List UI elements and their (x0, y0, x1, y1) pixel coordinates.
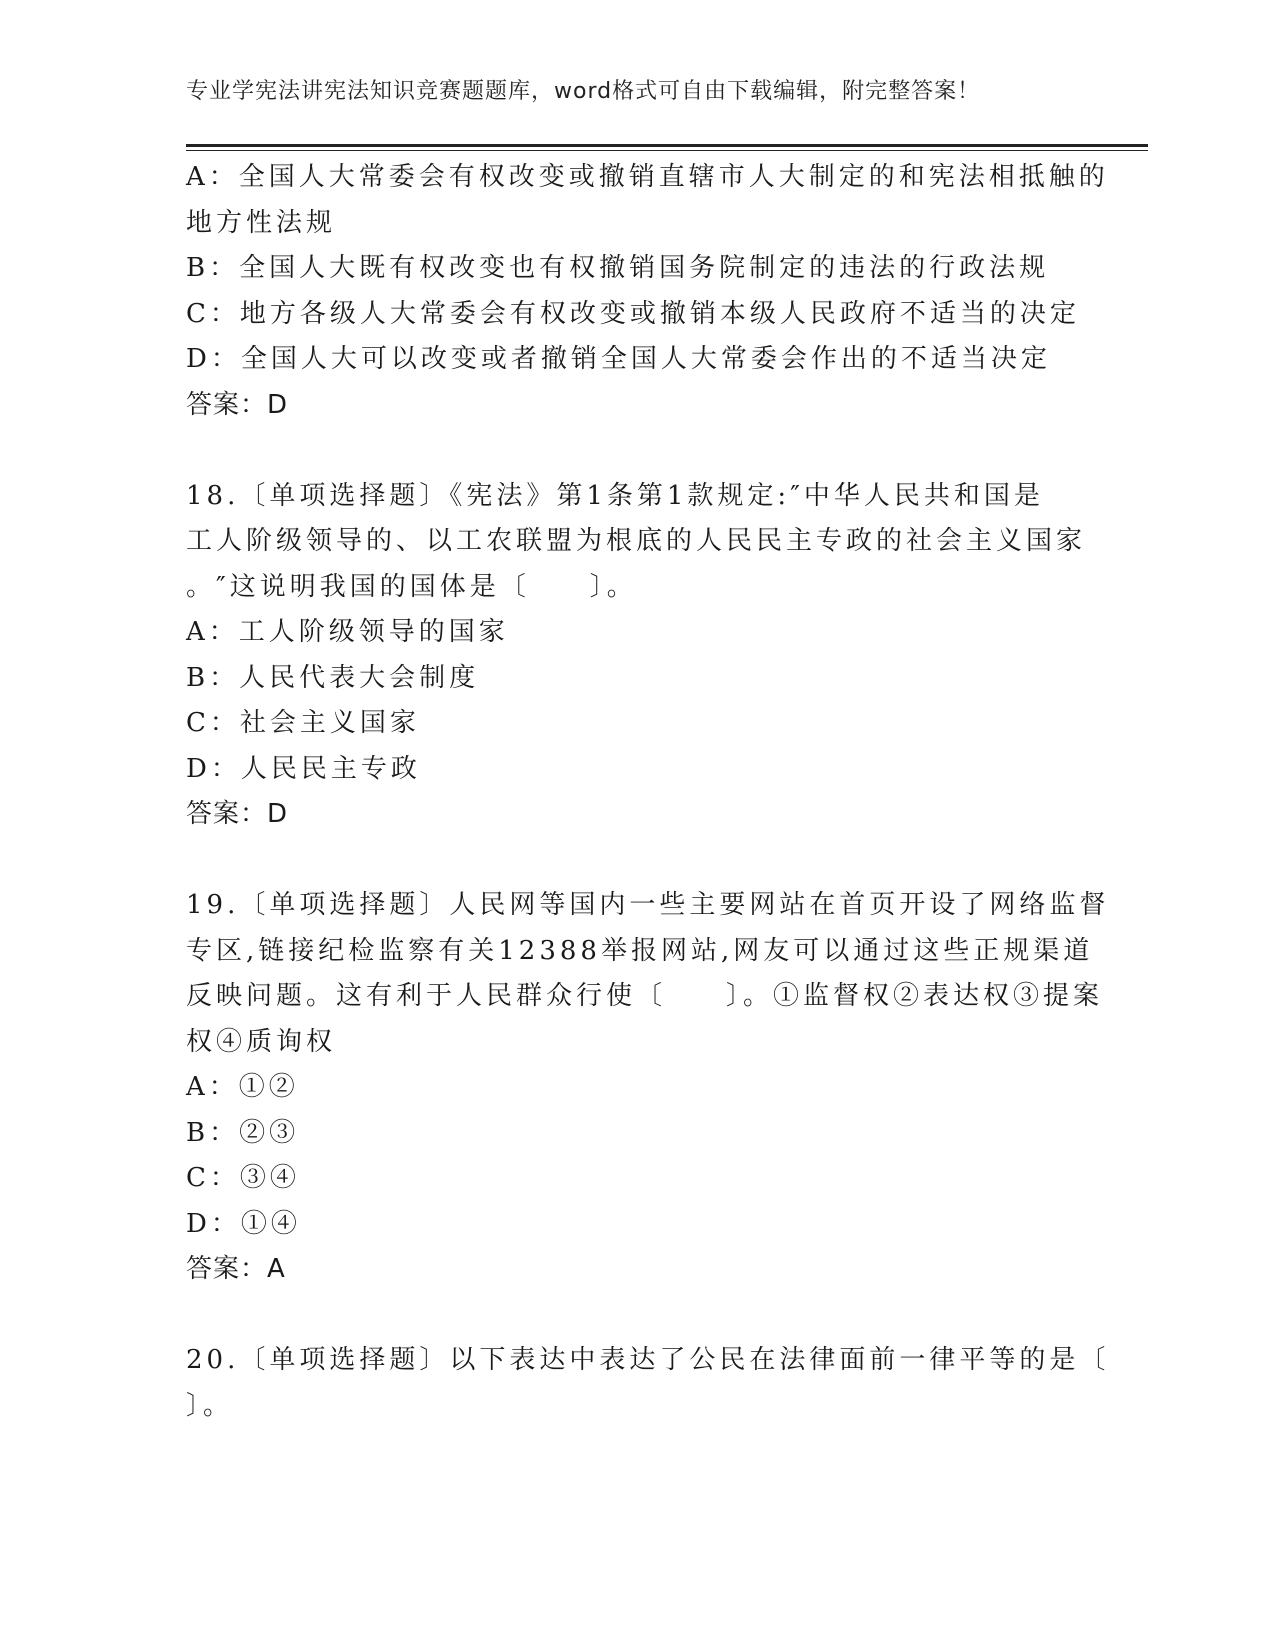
option-b: B：②③ (186, 1117, 300, 1148)
option-line: A：全国人大常委会有权改变或撤销直辖市人大制定的和宪法相抵触的 (186, 162, 1109, 192)
option-d: D：全国人大可以改变或者撤销全国人大常委会作出的不适当决定 (186, 344, 1051, 374)
option-d: D：①④ (186, 1208, 301, 1239)
option-b: B：全国人大既有权改变也有权撤销国务院制定的违法的行政法规 (186, 253, 1050, 283)
option-b: B：人民代表大会制度 (186, 662, 480, 693)
question-stem-line: 工人阶级领导的、以工农联盟为根底的人民民主专政的社会主义国家 (186, 526, 1087, 556)
option-line: 地方性法规 (186, 207, 337, 238)
answer: 答案：A (186, 1254, 286, 1284)
question-stem-line: 18.〔单项选择题〕《宪法》第1条第1款规定:″中华人民共和国是 (186, 480, 1044, 511)
question-18 (186, 474, 1086, 838)
question-19 (186, 883, 1110, 1293)
question-stem-line: 19.〔单项选择题〕人民网等国内一些主要网站在首页开设了网络监督 (186, 890, 1110, 920)
question-stem-line: 〕。 (186, 1390, 234, 1421)
header-rule-thin (186, 150, 1148, 151)
document-header: 专业学宪法讲宪法知识竞赛题题库，word格式可自由下载编辑，附完整答案！ (186, 79, 981, 104)
spacer (186, 428, 1086, 474)
answer: 答案：D (186, 389, 289, 420)
header-rule-thick (186, 144, 1148, 147)
option-a: A：工人阶级领导的国家 (186, 617, 509, 647)
question-17 (186, 155, 1109, 428)
option-d: D：人民民主专政 (186, 753, 421, 784)
option-c: C：地方各级人大常委会有权改变或撤销本级人民政府不适当的决定 (186, 298, 1080, 329)
question-stem-line: 专区,链接纪检监察有关12388举报网站,网友可以通过这些正规渠道 (186, 935, 1094, 966)
question-stem-line: 。″这说明我国的国体是〔 〕。 (186, 571, 637, 602)
question-stem-line: 权④质询权 (186, 1026, 337, 1057)
spacer (186, 838, 1086, 884)
option-c: C：社会主义国家 (186, 708, 420, 738)
question-stem-line: 反映问题。这有利于人民群众行使〔 〕。①监督权②表达权③提案 (186, 981, 1104, 1011)
option-a: A：①② (186, 1072, 299, 1102)
question-20 (186, 1338, 1110, 1429)
option-a (186, 155, 1109, 246)
option-c: C：③④ (186, 1163, 300, 1193)
question-list (186, 155, 1110, 1429)
spacer (186, 1293, 1086, 1339)
question-stem-line: 20.〔单项选择题〕以下表达中表达了公民在法律面前一律平等的是〔 (186, 1345, 1110, 1375)
answer: 答案：D (186, 799, 289, 829)
